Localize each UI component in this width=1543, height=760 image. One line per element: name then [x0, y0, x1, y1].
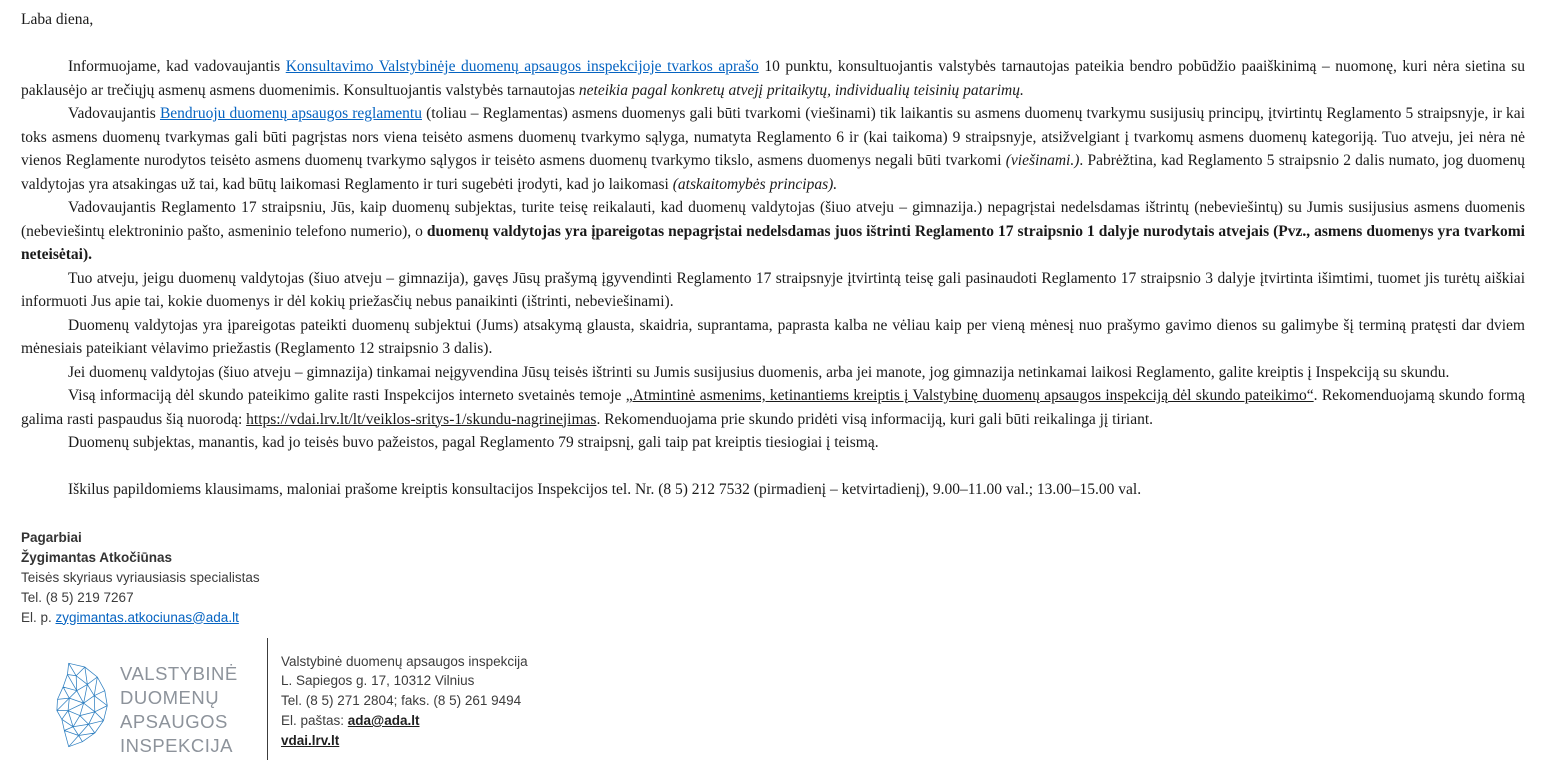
text-segment: Duomenų subjektas, manantis, kad jo teisės buvo pažeistos, pagal Reglamento 79 straipsnį, gali taip pat kreiptis tiesiogiai į teismą. — [68, 434, 879, 451]
footer — [21, 638, 1525, 760]
logo-line: APSAUGOS — [120, 710, 228, 732]
text-segment: (viešinami.) — [1005, 152, 1080, 169]
footer-logo-block — [21, 638, 267, 760]
text-segment: Jei duomenų valdytojas (šiuo atveju – gimnazija) tinkamai neįgyvendina Jūsų teisės ištrinti su Jumis susijusius duomenis, arba jei manote, jog gimnazija netinkamai laikosi Reglamento, galite kreiptis į Inspekciją su skundu. — [68, 363, 1450, 381]
signature-regards: Pagarbiai — [21, 529, 82, 545]
text-segment: duomenų valdytojas yra įpareigotas nepagrįstai nedelsdamas juos ištrinti Reglamento 17 straipsnio 1 dalyje nurodytais atvejais (Pvz., asmens duomenys yra tvarkomi neteisėtai). — [21, 222, 1525, 263]
body-paragraph — [21, 314, 1525, 361]
body-paragraph — [21, 267, 1525, 314]
text-segment: Tuo atveju, jeigu duomenų valdytojas (šiuo atveju – gimnazija), gavęs Jūsų prašymą įgyvendinti Reglamento 17 straipsnyje įtvirtintą teisę gali pasinaudoti Reglamento 17 straipsnio 3 dalyje įtvirtinta išimtimi, tuomet jis turėtų aiškiai informuoti Jus apie tai, kokie duomenys ir dėl kokių priežasčių nebus panaikinti (ištrinti, nebeviešinami). — [21, 269, 1525, 310]
signature-title: Teisės skyriaus vyriausiasis specialistas — [21, 569, 260, 585]
contact-address: L. Sapiegos g. 17, 10312 Vilnius — [281, 673, 475, 689]
text-segment: . Pabrėžtina, kad Reglamento 5 straipsnio 2 dalis numato, jog duomenų valdytojas yra atsakingas už tai, kad būtų laikomasi Reglamento ir turi sugebėti įrodyti, kad jo laikomasi — [21, 152, 1525, 193]
text-segment: . Rekomenduojama prie skundo pridėti visą informaciją, kuri gali būti reikalinga jį tiriant. — [596, 410, 1154, 428]
text-segment: Visą informaciją dėl skundo pateikimo galite rasti Inspekcijos interneto svetainės temoje — [68, 387, 626, 404]
contact-website-line — [281, 731, 528, 751]
body-paragraph — [21, 431, 1525, 455]
contact-phones: Tel. (8 5) 271 2804; faks. (8 5) 261 9494 — [281, 693, 522, 709]
logo-line: DUOMENŲ — [120, 686, 220, 708]
signature-email-link[interactable]: zygimantas.atkociunas@ada.lt — [55, 609, 239, 625]
link-bendrasis-reglamentas[interactable]: Bendruoju duomenų apsaugos reglamentu — [159, 105, 422, 122]
link-atmintine-skundo-pateikimas[interactable]: „Atmintinė asmenims, ketinantiems kreiptis į Valstybinę duomenų apsaugos inspekciją dėl skundo pateikimo“ — [625, 387, 1314, 404]
text-segment: Vadovaujantis Reglamento 17 straipsniu, Jūs, kaip duomenų subjektas, turite teisę reikalauti, kad duomenų valdytojas (šiuo atveju – gimnazija.) nepagrįstai nedelsdamas ištrintų (nebeviešintų) su Jumis susijusius asmens duomenis (nebeviešintų elektroninio pašto, asmeninio telefono numerio), o — [21, 199, 1525, 240]
link-skundu-nagrinejimas-url[interactable]: https://vdai.lrv.lt/lt/veiklos-sritys-1/skundu-nagrinejimas — [246, 410, 597, 428]
text-segment: 10 punktu, konsultuojantis valstybės tarnautojas pateikia bendro pobūdžio paaiškinimą – nuomonę, kuri nėra sietina su paklausėjo ar trečiųjų asmenų asmens duomenimis. Konsultuojantis valstybės tarnautojas — [21, 58, 1525, 99]
letter-text — [21, 8, 1525, 502]
logo-line: INSPEKCIJA — [120, 734, 233, 756]
contact-website-link[interactable]: vdai.lrv.lt — [281, 732, 340, 748]
logo-line: VALSTYBINĖ — [120, 662, 238, 684]
text-segment: . Rekomenduojamą skundo formą galima rasti paspaudus šią nuorodą: — [21, 387, 1525, 428]
signature-email-line — [21, 608, 1525, 628]
text-segment: neteikia pagal konkretų atvejį pritaikytų, individualių teisinių patarimų. — [578, 81, 1024, 99]
contact-email-link[interactable]: ada@ada.lt — [347, 712, 420, 728]
body-paragraph — [21, 361, 1525, 385]
contact-email-line — [281, 711, 528, 731]
vdai-logo-wordmark — [120, 662, 238, 758]
text-segment: Duomenų valdytojas yra įpareigotas pateikti duomenų subjektui (Jums) atsakymą glausta, skaidria, suprantama, paprasta kalba ne vėliau kaip per vieną mėnesį nuo prašymo gavimo dienos su galimybe šį terminą pratęsti dar dviem mėnesiais pateikiant vėlavimo priežastis (Reglamento 12 straipsnio 3 dalis). — [21, 316, 1525, 357]
body-paragraph — [21, 384, 1525, 431]
body-paragraph — [21, 55, 1525, 102]
text-segment: Vadovaujantis — [68, 105, 160, 122]
closing-paragraph — [21, 478, 1525, 502]
text-segment: Iškilus papildomiems klausimams, maloniai prašome kreiptis konsultacijos Inspekcijos tel. Nr. (8 5) 212 7532 (pirmadienį – ketvirtadienį), 9.00–11.00 val.; 13.00–15.00 val. — [68, 481, 1142, 498]
link-konsultavimo-tvarkos-aprasas[interactable]: Konsultavimo Valstybinėje duomenų apsaugos inspekcijoje tvarkos aprašo — [285, 58, 759, 75]
signature-name: Žygimantas Atkočiūnas — [21, 549, 173, 565]
contact-email-label: El. paštas: — [281, 712, 348, 728]
signature-block — [21, 528, 1525, 628]
body-paragraph — [21, 102, 1525, 196]
text-segment: Informuojame, kad vadovaujantis — [68, 58, 286, 75]
text-segment: (atskaitomybės principas). — [672, 175, 838, 193]
body-paragraph — [21, 196, 1525, 267]
contact-org: Valstybinė duomenų apsaugos inspekcija — [281, 653, 528, 669]
greeting: Laba diena, — [21, 11, 94, 28]
text-segment: (toliau – Reglamentas) asmens duomenys gali būti tvarkomi (viešinami) tik laikantis su asmens duomenų tvarkymu susijusių principų, įtvirtintų Reglamento 5 straipsnyje, ir kai toks asmens duomenų tvarkymas gali būti pagrįstas nors viena teisėto asmens duomenų tvarkymo sąlyga, numatyta Reglamento 6 ir (kai taikoma) 9 straipsnyje, atsižvelgiant į tvarkomų asmens duomenų kategoriją. Tuo atveju, jei nėra nė vienos Reglamente nurodytos teisėto asmens duomenų tvarkymo sąlygos ir teisėto asmens duomenų tvarkymo tikslo, asmens duomenys negali būti tvarkomi — [21, 105, 1525, 169]
footer-contact-block — [268, 638, 528, 760]
signature-email-label: El. p. — [21, 609, 56, 625]
signature-phone: Tel. (8 5) 219 7267 — [21, 589, 134, 605]
vdai-logo-icon — [55, 646, 111, 760]
